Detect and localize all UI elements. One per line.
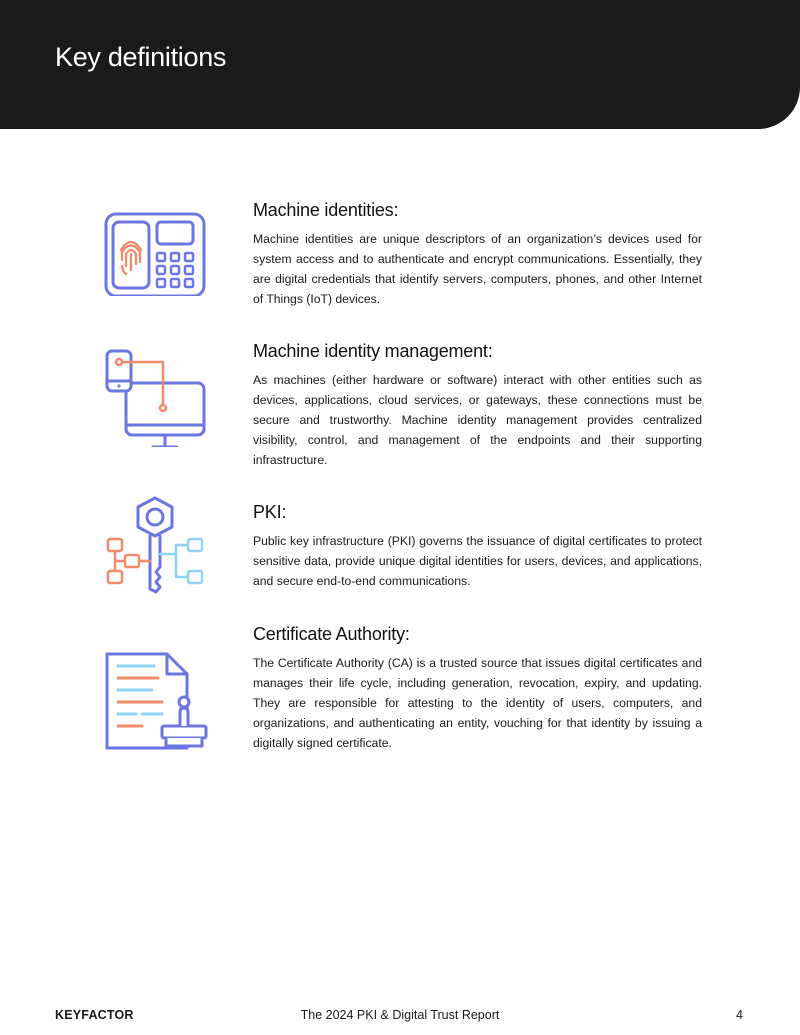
section-body: As machines (either hardware or software) interact with other entities such as devices, applications, cloud services, or gateways, these connections must be secure and trustworthy. Machine identity management provides centralized visibility, control, and management of the endpoints and their supporting infrastructure.: [253, 373, 702, 467]
section-title: Machine identities:: [253, 200, 399, 220]
report-title: The 2024 PKI & Digital Trust Report: [300, 1008, 500, 1022]
section-body: The Certificate Authority (CA) is a trusted source that issues digital certificates and manages their life cycle, including generation, revocation, expiry, and updating. They are responsible for attesting to the identity of users, computers, and organizations, and authenticating an entity, vouching for that identity by issuing a digitally signed certificate.: [253, 656, 702, 750]
section-title: Certificate Authority:: [253, 624, 410, 644]
definition-text: [253, 502, 702, 591]
keyfactor-logo: KEYFACTOR: [55, 1008, 134, 1022]
page-number: 4: [736, 1008, 743, 1022]
section-body: Machine identities are unique descriptors of an organization’s devices used for system access and to authenticate and encrypt communications. Essentially, they are digital credentials that identify servers, computers, phones, and other Internet of Things (IoT) devices.: [253, 232, 702, 306]
key-network-icon: [100, 494, 215, 596]
section-body: Public key infrastructure (PKI) governs the issuance of digital certificates to protect sensitive data, provide unique digital identities for users, devices, and applications, and secure end-to-end communications.: [253, 534, 702, 588]
fingerprint-keypad-icon: [100, 206, 215, 296]
certificate-stamp-icon: [100, 650, 215, 752]
definition-text: [253, 200, 702, 309]
phone-monitor-link-icon: [100, 345, 215, 447]
definition-text: [253, 624, 702, 753]
page-footer: [0, 1005, 800, 1027]
section-title: PKI:: [253, 502, 287, 522]
header-banner: [0, 0, 800, 129]
page-title: Key definitions: [55, 42, 227, 72]
definition-text: [253, 341, 702, 470]
section-title: Machine identity management:: [253, 341, 493, 361]
